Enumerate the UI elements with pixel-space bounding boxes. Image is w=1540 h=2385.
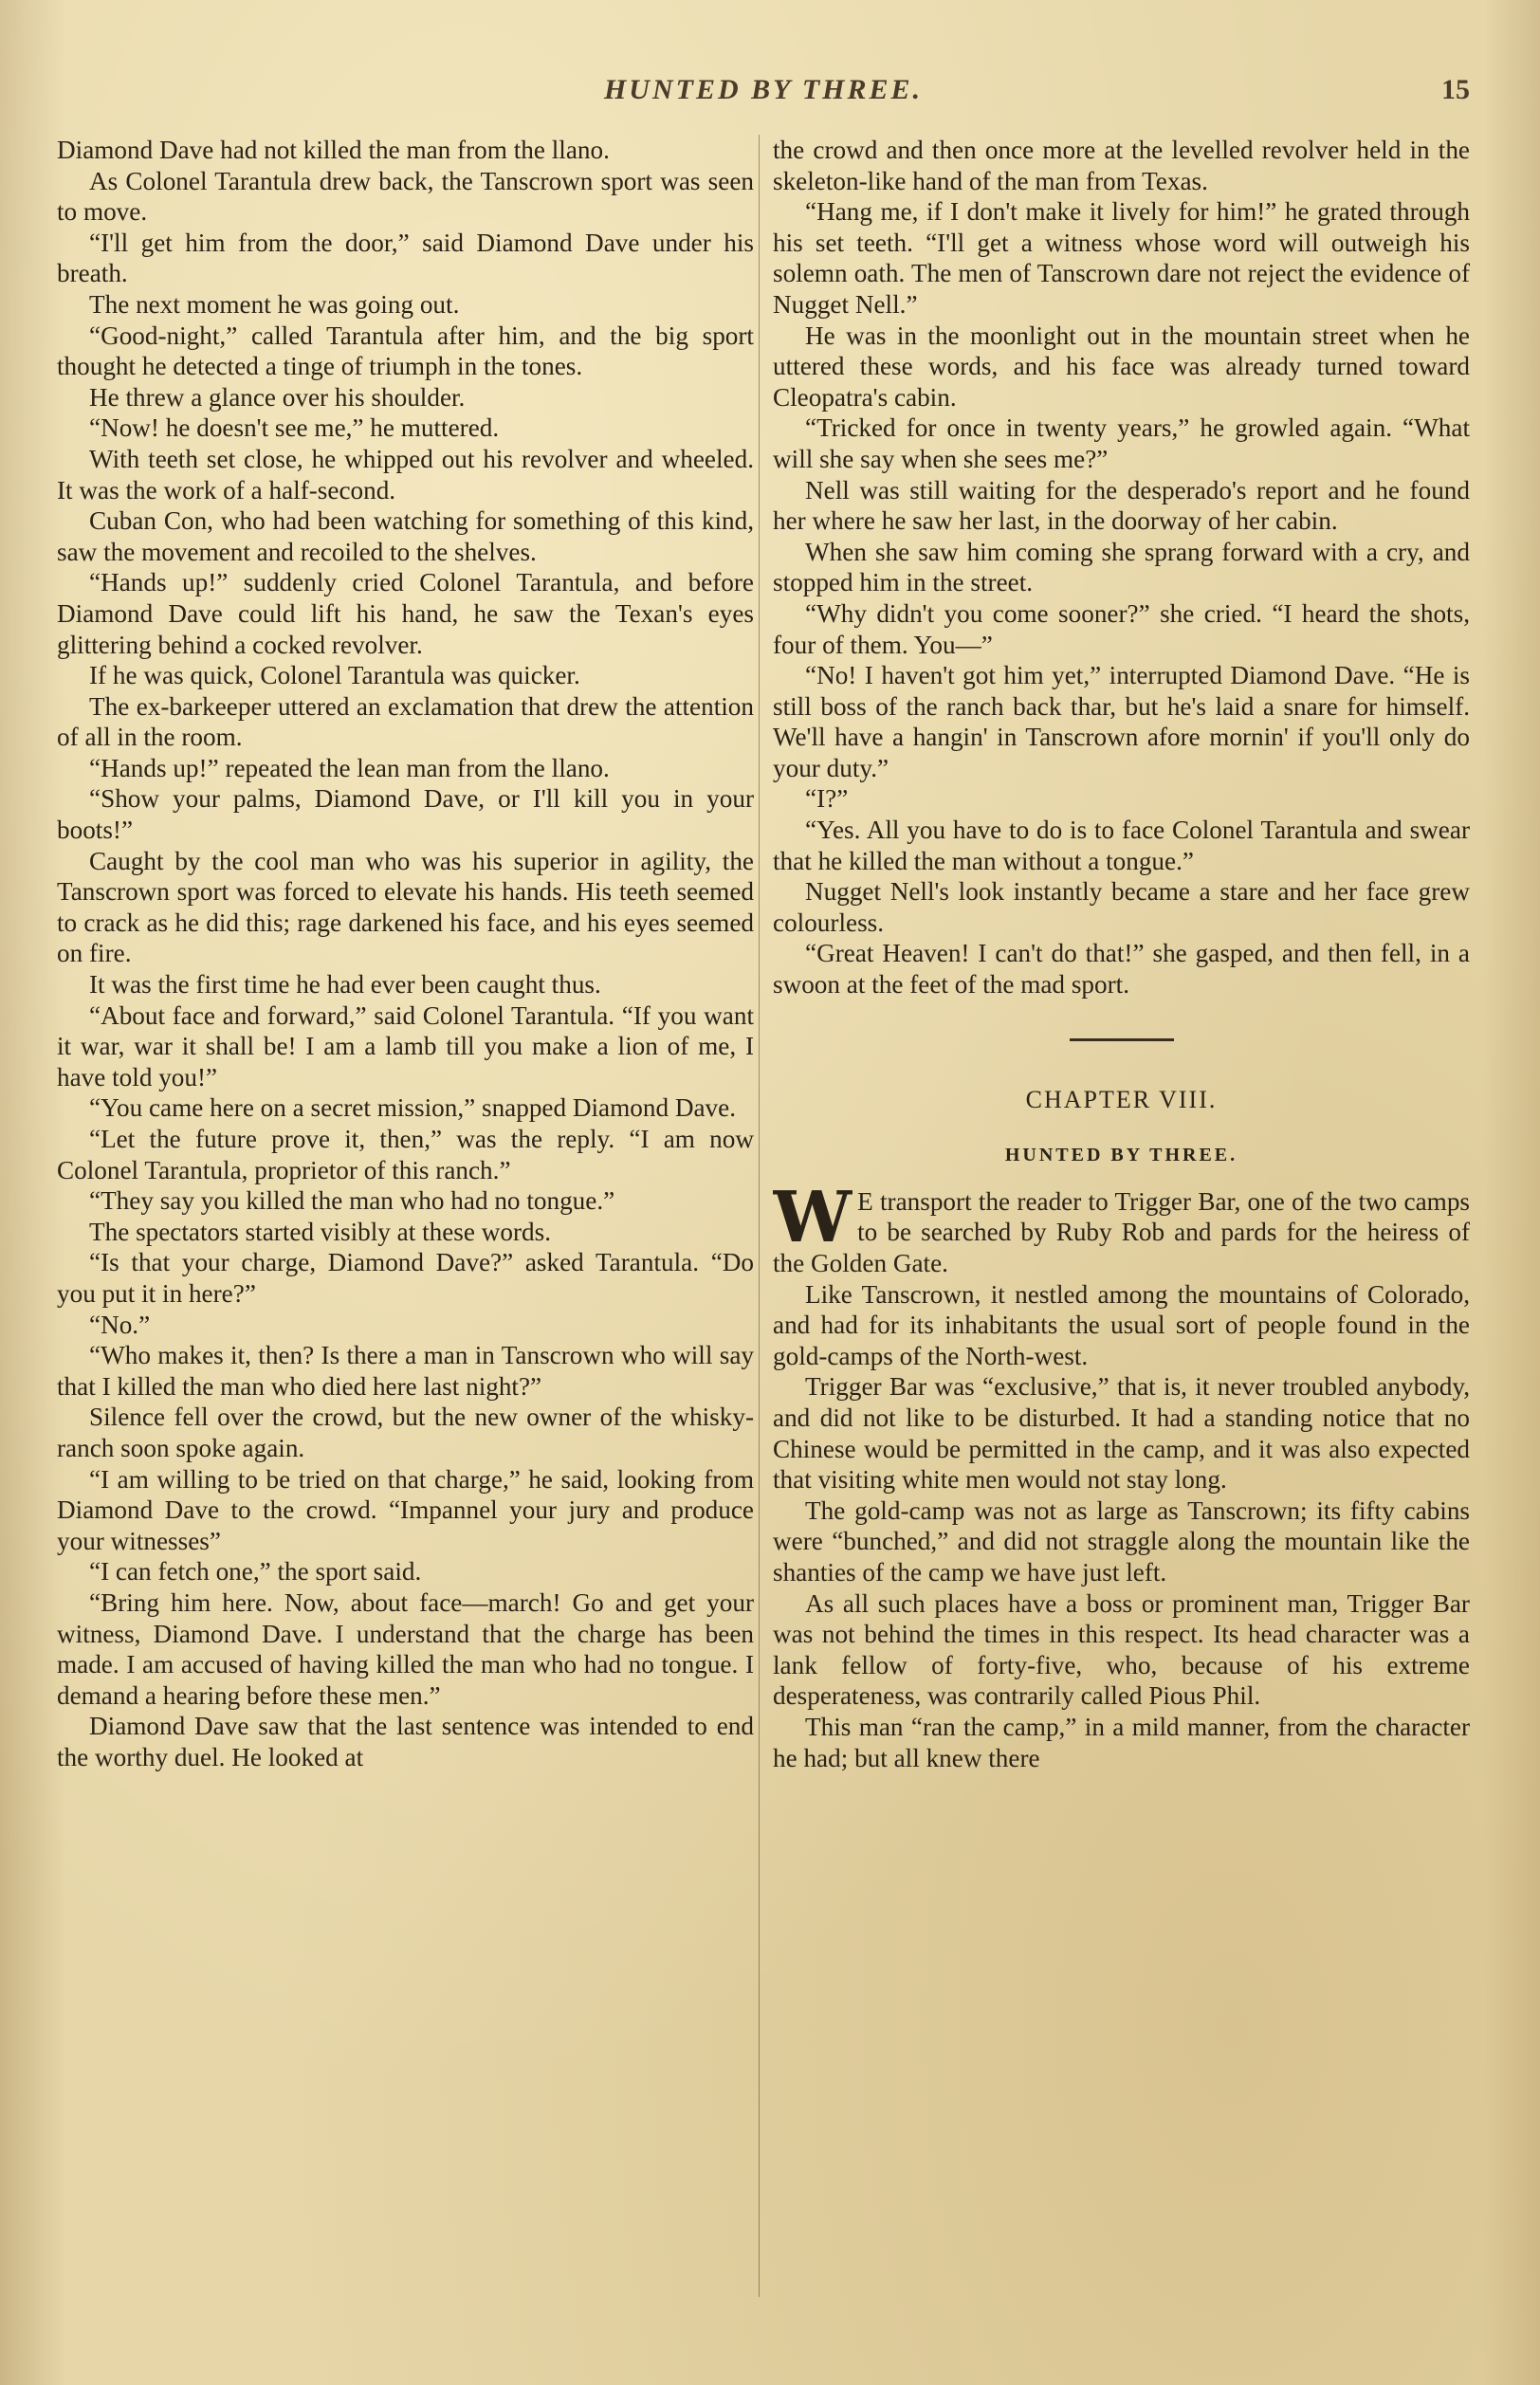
paragraph: He threw a glance over his shoulder.	[89, 382, 466, 412]
paragraph: “You came here on a secret mission,” snapped Diamond Dave.	[89, 1093, 737, 1123]
chapter-divider-rule	[1070, 1038, 1174, 1041]
paragraph: Cuban Con, who had been watching for something of this kind, saw the movement and recoiled to the shelves.	[57, 506, 754, 566]
paragraph: Silence fell over the crowd, but the new owner of the whisky-ranch soon spoke again.	[57, 1403, 754, 1462]
chapter-opening-paragraph	[773, 1176, 1470, 1279]
paragraph: With teeth set close, he whipped out his revolver and wheeled. It was the work of a half-second.	[57, 444, 754, 505]
paragraph: Nell was still waiting for the desperado's report and he found her where he saw her last, in the doorway of her cabin.	[773, 475, 1470, 536]
running-title: HUNTED BY THREE.	[603, 74, 924, 105]
paragraph: Like Tanscrown, it nestled among the mountains of Colorado, and had for its inhabitants the usual sort of people found in the gold-camps of the North-west.	[773, 1279, 1470, 1370]
paragraph: The spectators started visibly at these words.	[89, 1217, 551, 1246]
paragraph: The gold-camp was not as large as Tanscrown; its fifty cabins were “bunched,” and did not straggle along the mountain like the shanties of the camp we have just left.	[773, 1495, 1470, 1587]
paragraph: As all such places have a boss or prominent man, Trigger Bar was not behind the times in this respect. Its head character was a lank fellow of forty-five, who, because of his extreme desperateness, was contrarily called Pious Phil.	[773, 1588, 1470, 1711]
chapter-title: CHAPTER VIII.	[1025, 1085, 1218, 1113]
paragraph: Trigger Bar was “exclusive,” that is, it never troubled anybody, and did not like to be disturbed. It had a standing notice that no Chinese would be permitted in the camp, and it was also expected that visiting white men would not stay long.	[773, 1372, 1470, 1495]
paragraph: “No! I haven't got him yet,” interrupted Diamond Dave. “He is still boss of the ranch back thar, but he's laid a snare for himself. We'll have a hangin' in Tanscrown afore mornin' if you'll only do your duty.”	[773, 661, 1470, 782]
paragraph: “Hands up!” suddenly cried Colonel Tarantula, and before Diamond Dave could lift his hand, he saw the Texan's eyes glittering behind a cocked revolver.	[57, 568, 754, 659]
paragraph: He was in the moonlight out in the mountain street when he uttered these words, and his face was already turned toward Cleopatra's cabin.	[773, 321, 1470, 412]
paragraph: If he was quick, Colonel Tarantula was quicker.	[89, 661, 580, 690]
paragraph: “Now! he doesn't see me,” he muttered.	[89, 413, 500, 443]
paragraph: “I'll get him from the door,” said Diamond Dave under his breath.	[57, 228, 754, 288]
paragraph: Caught by the cool man who was his superior in agility, the Tanscrown sport was forced to elevate his hands. His teeth seemed to crack as he did this; rage darkened his face, and his eyes seemed on fire.	[57, 846, 754, 968]
column-divider	[759, 135, 760, 2297]
paragraph: “About face and forward,” said Colonel Tarantula. “If you want it war, war it shall be! I am a lamb till you make a lion of me, I have told you!”	[57, 1000, 754, 1092]
page-header	[57, 74, 1470, 112]
paragraph: the crowd and then once more at the levelled revolver held in the skeleton-like hand of the man from Texas.	[773, 136, 1470, 195]
paragraph: “Good-night,” called Tarantula after him, and the big sport thought he detected a tinge of triumph in the tones.	[57, 321, 754, 381]
paragraph: Diamond Dave had not killed the man from the llano.	[57, 136, 610, 164]
paragraph: “Why didn't you come sooner?” she cried. “I heard the shots, four of them. You—”	[773, 598, 1470, 659]
paragraph: “I can fetch one,” the sport said.	[89, 1557, 422, 1587]
paragraph: “Bring him here. Now, about face—march! Go and get your witness, Diamond Dave. I understand that the charge has been made. I am accused of having killed the man who had no tongue. I demand a hearing before these men.”	[57, 1587, 754, 1710]
paragraph: It was the first time he had ever been caught thus.	[89, 970, 601, 1000]
paragraph: “Who makes it, then? Is there a man in Tanscrown who will say that I killed the man who died here last night?”	[57, 1341, 754, 1401]
paragraph: The next moment he was going out.	[89, 289, 460, 319]
paragraph: “I?”	[805, 784, 849, 814]
paragraph: “No.”	[89, 1310, 151, 1339]
paragraph: “Great Heaven! I can't do that!” she gasped, and then fell, in a swoon at the feet of the mad sport.	[773, 939, 1470, 1000]
paragraph: The ex-barkeeper uttered an exclamation that drew the attention of all in the room.	[57, 691, 754, 752]
right-column	[773, 135, 1470, 2316]
paragraph: This man “ran the camp,” in a mild manner, from the character he had; but all knew there	[773, 1712, 1470, 1772]
left-column	[57, 135, 754, 2316]
paragraph: “I am willing to be tried on that charge,” he said, looking from Diamond Dave to the crowd. “Impannel your jury and produce your witnesses”	[57, 1464, 754, 1555]
paragraph: “They say you killed the man who had no tongue.”	[89, 1186, 615, 1216]
paragraph: Nugget Nell's look instantly became a stare and her face grew colourless.	[773, 877, 1470, 937]
paragraph: “Hang me, if I don't make it lively for him!” he grated through his set teeth. “I'll get a witness whose word will outweigh his solemn oath. The men of Tanscrown dare not reject the evidence of Nugget Nell.”	[773, 197, 1470, 319]
paragraph: “Tricked for once in twenty years,” he growled again. “What will she say when she sees me?”	[773, 413, 1470, 473]
paragraph: As Colonel Tarantula drew back, the Tanscrown sport was seen to move.	[57, 166, 754, 227]
paragraph: “Show your palms, Diamond Dave, or I'll kill you in your boots!”	[57, 784, 754, 845]
page-number: 15	[1441, 74, 1470, 105]
paragraph: When she saw him coming she sprang forward with a cry, and stopped him in the street.	[773, 537, 1470, 597]
paragraph: “Let the future prove it, then,” was the reply. “I am now Colonel Tarantula, proprietor of this ranch.”	[57, 1125, 754, 1184]
paragraph: “Yes. All you have to do is to face Colonel Tarantula and swear that he killed the man without a tongue.”	[773, 816, 1470, 875]
paragraph: “Hands up!” repeated the lean man from the llano.	[89, 753, 610, 782]
chapter-subtitle: HUNTED BY THREE.	[1004, 1145, 1238, 1166]
paragraph: Diamond Dave saw that the last sentence was intended to end the worthy duel. He looked at	[57, 1712, 754, 1771]
chapter-opening-text: E transport the reader to Trigger Bar, one of the two camps to be searched by Ruby Rob and pards for the heiress of the Golden Gate.	[773, 1186, 1470, 1277]
paragraph: “Is that your charge, Diamond Dave?” asked Tarantula. “Do you put it in here?”	[57, 1248, 754, 1308]
drop-cap-letter: W	[773, 1176, 852, 1258]
